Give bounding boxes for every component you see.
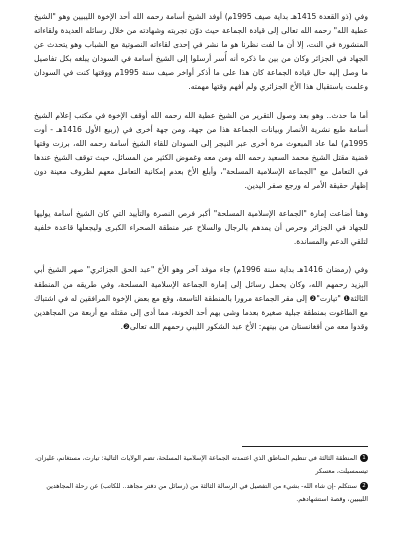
- footnote-text: سنتكلم -إن شاء الله- بشيء من التفصيل في الرسالة الثالثة من (رسائل من دفتر مجاهد.. للكاتب) عن رحلة المجاهدين الليبيين، وقصة استشهادهم.: [46, 482, 368, 503]
- footnotes: [34, 452, 368, 508]
- footnote-text: المنطقة الثالثة في تنظيم المناطق الذي اعتمدته الجماعة الإسلامية المسلحة، تضم الولايات التالية: تيارت، مستغانم، غليزان، تيسمسيلت، معسكر: [34, 454, 368, 475]
- paragraph-3: وهنا أضاعت إمارة "الجماعة الإسلامية المسلحة" أكبر فرص النصرة والتأييد التي كان الشيخ أسامة يوليها للجهاد في الجزائر وحرص أن يمدهم بالرجال والسلاح عبر منطقة الصحراء الكبرى وليجعلها قاعدة خلفية لتلقي الدعم والمساندة.: [34, 209, 368, 247]
- footnote-1: [34, 452, 368, 477]
- paragraph-2: أما ما حدث.. وهو بعد وصول التقرير من الشيخ عطية الله رحمه الله أوقف الإخوة في مكتب إعلام الشيخ أسامة طبع نشرية الأنصار وبيانات الجماعة هذا من جهة، ومن جهة أخرى في (ربيع الأول 1416هـ - أوت 1995م) لما عاد المبعوث مرة أخرى عبر النيجر إلى السودان للقاء الشيخ أسامة رحمه الله، برزت وقتها قضية مقتل الشيخ محمد السعيد رحمه الله ومن معه وغموض الكثير من المسائل، حيث توقف الشيخ عندها في التعامل مع "الجماعة الإسلامية المسلحة"، وأبلغ الأخ بعدم إمكانية التعامل معهم لظروف معينة دون إظهار حقيقة الأمر له ورجع صفر اليدين.: [34, 110, 368, 191]
- paragraph-1: وفي (ذو القعدة 1415هـ بداية صيف 1995م) أوفد الشيخ أسامة رحمه الله أحد الإخوة الليبيين وهو "الشيخ عطية الله" رحمه الله تعالى إلى قيادة الجماعة حيث دوّن تجربته وشهادته من خلال رسائله العديدة ولقاءاته المنشورة في النت، إلا أن ما لفت نظرنا هو ما نشر في إحدى لقاءاته النصوتية مع الشباب وهو يتحدث عن الجهاد في الجزائر وكان من بين ما ذكره أنه أُسر أرسلوا إلى الشيخ أسامة في السودان يبلغه بكل تفاصيل ما وصل إليه حال قيادة الجماعة كان هذا على ما أذكر أواخر صيف سنة 1995م ووقتها كنت في السودان وعلمت باستقبال هذا الأخ الجزائري ولم أفهم وقتها مهمته.: [34, 12, 368, 92]
- footnote-number-badge: 2: [360, 482, 368, 490]
- footnote-2: [34, 480, 368, 505]
- paragraph-4: وفي (رمضان 1416هـ بداية سنة 1996م) جاء موفد آخر وهو الأخ "عبد الحق الجزائري" صهر الشيخ أبي اليزيد رحمهم الله، وكان يحمل رسائل إلى إمارة الجماعة الإسلامية المسلحة، وفي طريقه من المنطقة الثالثة❶ "تيارت"❷ إلى مقر الجماعة مرورا بالمنطقة التاسعة، وقع مع بعض الإخوة المرافقين له في اشتباك مع الطاغوت بمنطقة جبلية صغيرة بعدما وشى بهم أحد الخونة، مما أدى إلى مقتله مع أربعة من المجاهدين وقدوا معه من أفغانستان من بينهم: الأخ عبد الشكور الليبي رحمهم الله تعالى❷.: [34, 265, 369, 331]
- document-body: [34, 10, 368, 338]
- footnote-divider: [242, 446, 368, 447]
- footnote-number-badge: 1: [360, 454, 368, 462]
